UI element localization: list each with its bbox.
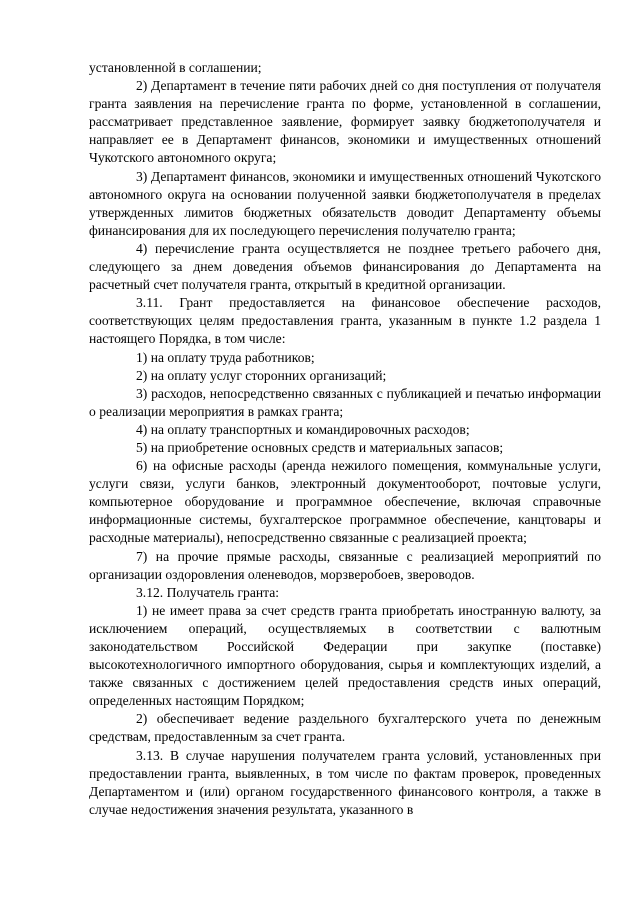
list-item-labor: 1) на оплату труда работников; bbox=[136, 349, 315, 365]
list-item-transport: 4) на оплату транспортных и командировочных расходов; bbox=[136, 421, 470, 437]
paragraph-continuation: установленной в соглашении; bbox=[89, 60, 262, 75]
list-item-publication: 3) расходов, непосредственно связанных с публикацией и печатью информации о реализации мероприятия в рамках гранта; bbox=[89, 385, 601, 419]
paragraph-item-3-finance-department: 3) Департамент финансов, экономики и имущественных отношений Чукотского автономного округа на основании полученной заявки бюджетополучателя в пределах утвержденных лимитов бюджетных обязательств доводит Департаменту объемы финансирования для их последующего перечисления получателю гранта; bbox=[89, 168, 601, 238]
paragraph-item-4-transfer: 4) перечисление гранта осуществляется не позднее третьего рабочего дня, следующего за днем доведения объемов финансирования до Департамента на расчетный счет получателя гранта, открытый в кредитной организации. bbox=[89, 240, 601, 293]
list-item-third-party: 2) на оплату услуг сторонних организаций; bbox=[136, 367, 387, 383]
paragraph-3-13: 3.13. В случае нарушения получателем гранта условий, установленных при предоставлении гранта, выявленных, в том числе по фактам проверок, проведенных Департаментом и (или) органом государственного финансового контроля, а также в случае недостижения значения результата, указанного в bbox=[89, 747, 601, 817]
list-item-accounting: 2) обеспечивает ведение раздельного бухгалтерского учета по денежным средствам, предоставленным за счет гранта. bbox=[89, 711, 601, 745]
document-page bbox=[89, 59, 601, 819]
paragraph-item-2-department: 2) Департамент в течение пяти рабочих дней со дня поступления от получателя гранта заявления на перечисление гранта по форме, установленной в соглашении, рассматривает представленное заявление, формирует заявку бюджетополучателя и направляет ее в Департамент финансов, экономики и имущественных отношений Чукотского автономного округа; bbox=[89, 78, 601, 166]
list-item-fixed-assets: 5) на приобретение основных средств и материальных запасов; bbox=[136, 439, 504, 455]
paragraph-3-11: 3.11. Грант предоставляется на финансовое обеспечение расходов, соответствующих целям предоставления гранта, указанным в пункте 1.2 раздела 1 настоящего Порядка, в том числе: bbox=[89, 295, 601, 347]
list-item-currency: 1) не имеет права за счет средств гранта приобретать иностранную валюту, за исключением операций, осуществляемых в соответствии с валютным законодательством Российской Федерации при закупке (поставке) высокотехнологичного импортного оборудования, сырья и комплектующих изделий, а также связанных с достижением целей предоставления средств иных операций, определенных настоящим Порядком; bbox=[89, 602, 601, 709]
list-item-other-direct: 7) на прочие прямые расходы, связанные с реализацией мероприятий по организации оздоровления оленеводов, морзверобоев, звероводов. bbox=[89, 548, 601, 582]
paragraph-3-12: 3.12. Получатель гранта: bbox=[136, 584, 280, 600]
list-item-office: 6) на офисные расходы (аренда нежилого помещения, коммунальные услуги, услуги связи, услуги банков, электронный документооборот, почтовые услуги, компьютерное оборудование и программное обеспечение, включая справочные информационные системы, бухгалтерское программное обеспечение, канцтовары и расходные материалы), непосредственно связанные с реализацией проекта; bbox=[89, 458, 601, 546]
